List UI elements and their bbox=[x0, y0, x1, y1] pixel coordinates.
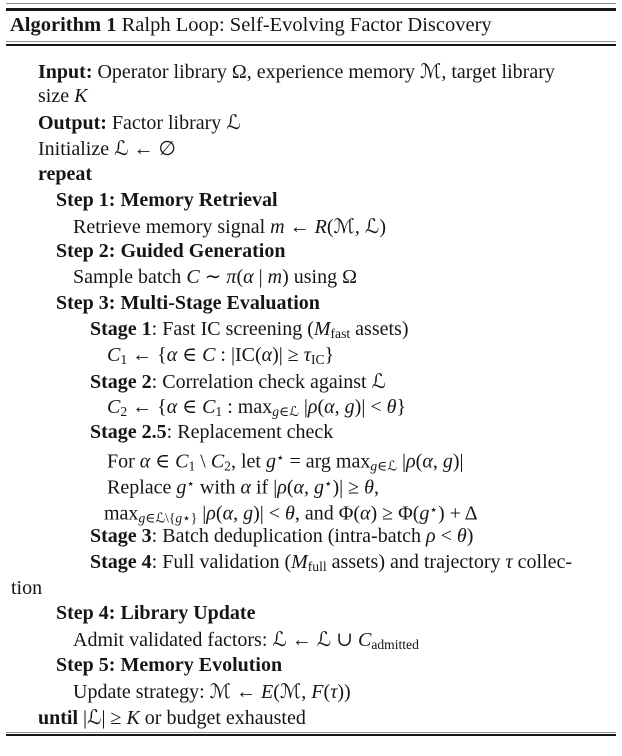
top-rule-light bbox=[6, 3, 616, 4]
algorithm-line: tion bbox=[11, 576, 43, 599]
algorithm-line: Step 2: Guided Generation bbox=[56, 240, 286, 263]
algorithm-line: For α ∈ $C_1$ \ $C_2$, let g⋆ = arg $\max_{g\in ℒ} |\rho(\alpha$, g)| bbox=[107, 450, 464, 475]
algorithm-line: $\max_{g\in ℒ\backslash\{g⋆\}} |\rho(\alpha$, g)| < θ, and Φ(α) ≥ Φ(g⋆) + Δ bbox=[104, 501, 478, 527]
algorithm-line: until |ℒ| ≥ K or budget exhausted bbox=[38, 704, 306, 729]
algorithm-caption-label: Algorithm 1 bbox=[10, 14, 117, 36]
algorithm-line: $C_1$ ← {α ∈ C : $|IC(\alpha)| \ge \tau_{IC}$} bbox=[107, 343, 335, 367]
caption-rule-dark bbox=[6, 44, 616, 46]
algorithm-caption-title: Ralph Loop: Self-Evolving Factor Discovery bbox=[116, 14, 492, 36]
caption-rule-light bbox=[6, 41, 616, 42]
algorithm-line: size K bbox=[38, 85, 88, 108]
algorithm-line: Update strategy: ℳ ← E(ℳ, F(τ)) bbox=[73, 678, 351, 703]
algorithm-line: Stage 1: Fast IC screening ($M_{fast}$ assets) bbox=[90, 318, 409, 341]
bottom-rule-dark bbox=[6, 734, 616, 736]
algorithm-line: Stage 2.5: Replacement check bbox=[90, 421, 334, 444]
algorithm-line: Admit validated factors: ℒ ← ℒ ∪ $C_{admitted}$ bbox=[73, 627, 419, 653]
algorithm-line: Stage 4: Full validation ($M_{full}$ assets) and trajectory τ collec- bbox=[90, 550, 573, 574]
algorithm-line: Step 4: Library Update bbox=[56, 602, 256, 625]
algorithm-line: $C_2$ ← {α ∈ $C_1$ : $\max_{g\in ℒ} |\rho(\alpha$, g)| < θ} bbox=[107, 395, 407, 420]
algorithm-caption bbox=[10, 14, 492, 37]
algorithm-line: Input: Operator library Ω, experience memory ℳ, target library bbox=[38, 58, 555, 83]
algorithm-line: Replace g⋆ with α if |ρ(α, g⋆)| ≥ θ, bbox=[107, 476, 379, 499]
algorithm-line: Step 5: Memory Evolution bbox=[56, 654, 283, 677]
bottom-rule-light bbox=[6, 732, 616, 733]
algorithm-line: Output: Factor library ℒ bbox=[38, 110, 241, 135]
algorithm-line: Retrieve memory signal m ← R(ℳ, ℒ) bbox=[73, 213, 386, 238]
algorithm-line: Stage 3: Batch deduplication (intra-batch ρ < θ) bbox=[90, 524, 474, 547]
algorithm-line: Sample batch C ∼ π(α | m) using Ω bbox=[73, 266, 357, 289]
algorithm-line: Stage 2: Correlation check against ℒ bbox=[90, 368, 386, 393]
algorithm-line: Initialize ℒ ← ∅ bbox=[38, 136, 176, 161]
algorithm-line: repeat bbox=[38, 162, 93, 185]
algorithm-line: Step 3: Multi-Stage Evaluation bbox=[56, 292, 320, 315]
top-rule-dark bbox=[6, 8, 616, 11]
algorithm-line: Step 1: Memory Retrieval bbox=[56, 188, 278, 211]
